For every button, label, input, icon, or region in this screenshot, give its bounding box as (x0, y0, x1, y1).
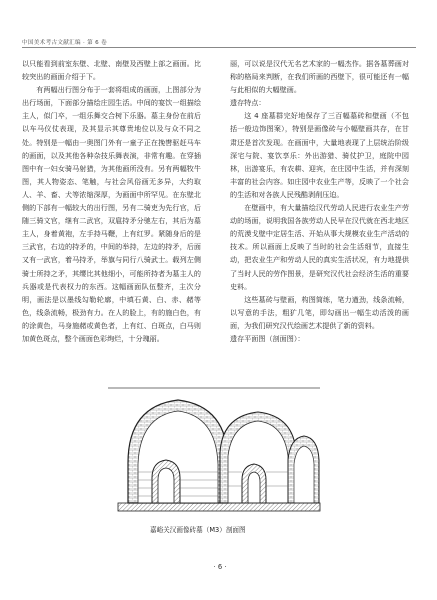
paragraph: 以只能看到前室东壁、北壁、南壁及西壁上部之画面。比较突出的画面介绍于下。 (22, 59, 201, 82)
paragraph-heading: 遗存特点： (230, 98, 266, 108)
paragraph: 这些墓砖与壁画，构图简练，笔力遒劲，线条流畅，以写意的手法，粗犷几笔，即勾画出一幅生动活泼的画面，为我们研究汉代绘画艺术提供了新的资料。 (230, 294, 409, 330)
paragraph: 这 4 座墓群完好地保存了三百幅墓砖和壁画（不包括一般边饰图案），特别是画像砖与小幅壁画共存，在甘肃还是首次发现。在画面中，大量地表现了上层统治阶级深宅与院、宴饮享乐：外出游猎、骑仗护卫，庭院中园林，出游宴乐，有农耕、迎宾，在庄园中生活，并有深刻丰富的社会内容。如庄园中农业生产等，反映了一个社会的生活和对各族人民残酷剥削压迫。 (230, 111, 409, 199)
paragraph: 丽，可以说是汉代无名艺术家的一幅杰作。据各墓葬画对称的格局来判断，在我们所画的西壁下，很可能还有一幅与此相似的大幅壁画。 (230, 59, 409, 95)
paragraph: 在壁画中，有大量描绘汉代劳动人民进行农业生产劳动的场面，说明我国各族劳动人民早在汉代就在西北地区的荒漠戈壁中定居生活、开始从事大规模农业生产活动的技术。所以画面上反映了当时的社会生活细节，直接生动，把农业生产和劳动人民的真实生活状况，有力地提供了当时人民的劳作图景，是研究汉代社会经济生活的重要史料。 (230, 203, 409, 291)
paragraph-heading: 遗存平面图（剖面图）： (230, 333, 305, 343)
paragraph: 有两幅出行图分布于一套将组成的画面，上图部分为出行场面，下面部分描绘庄园生活。中间的宴饮一组描绘主人，似门卒，一组乐舞交合树下乐器。墓主身份在前后以车马仪仗表现，及其显示其尊贵地位以及与众不同之处。特别是一幅由一奥图门外有一童子正在挽辔驱赶马车的画面，以及其他各种杂技乐舞表演，非常有趣。在穿插图中有一妇女骑马射猎，为其他画所没有。另有两幅牧牛图，其人物姿态、笔触，与社会风俗画无多异，大约取人、羊、畜、犬等浓缩深厚，为画面中所罕见。在东壁北侧的下部有一幅较大的出行图，另有二骑吏为先行官，后随三骑文官，继有二武官，双扈持矛分驰左右，其后为墓主人，身着黄袍，左手持马鞭，上有红罗。紧随身后的是三武官，右边的持矛的，中间的举持，左边的持矛，后面又有一武官，着马持矛，举旗与同行八骑武士。载列左侧骑士所持之矛，其缨比其他细小，可能所持者为墓主人的兵器或是代表权力的东西。这幅画面队伍整齐，主次分明，画法是以墨线勾勒轮廓，中填石黄、白、赤、赭等色，线条流畅，极劲有力。在人的脸上，有的施白色，有的涂黄色，马身施赭或黄色者，上有红、白斑点，白马则加黄色斑点，整个画面色彩绚烂，十分瑰丽。 (22, 85, 201, 343)
right-text-column (230, 57, 409, 343)
tomb-cross-section-illustration (108, 368, 320, 518)
header-rule (22, 47, 416, 48)
page-number: · 6 · (213, 563, 227, 571)
tomb-section-drawing (108, 368, 320, 518)
running-header: 中国美术考古文献汇编 · 第 6 卷 (22, 40, 107, 46)
figure-caption: 嘉峪关汉画像砖墓（M3）剖面图 (150, 526, 246, 534)
